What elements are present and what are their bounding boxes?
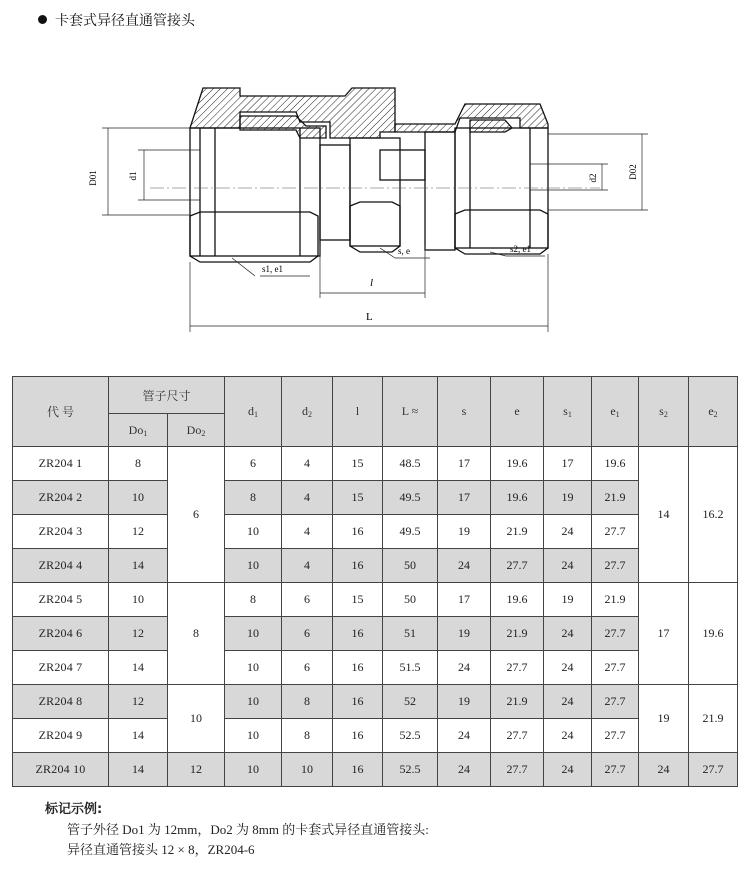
cell-do1: 8: [109, 447, 168, 481]
cell-L: 50: [383, 583, 438, 617]
cell-s1: 24: [544, 549, 592, 583]
cell-s1: 24: [544, 515, 592, 549]
cell-L: 49.5: [383, 515, 438, 549]
cell-do2: 12: [168, 753, 225, 787]
cell-d1: 10: [225, 617, 282, 651]
cell-d2: 6: [282, 651, 333, 685]
cell-L: 51.5: [383, 651, 438, 685]
label-do1: D01: [88, 170, 98, 186]
cell-do1: 14: [109, 719, 168, 753]
cell-e: 27.7: [491, 651, 544, 685]
table-row: [13, 549, 738, 583]
cell-e: 19.6: [491, 583, 544, 617]
table-row: [13, 617, 738, 651]
cell-do2-group: 6: [168, 447, 225, 583]
fitting-drawing: [0, 40, 750, 340]
cell-s1: 19: [544, 583, 592, 617]
cell-l: 16: [333, 651, 383, 685]
cell-e: 19.6: [491, 481, 544, 515]
col-L: L ≈: [383, 377, 438, 447]
cell-s1: 24: [544, 753, 592, 787]
cell-e1: 27.7: [592, 515, 639, 549]
spec-table: [12, 376, 738, 787]
cell-e1: 27.7: [592, 719, 639, 753]
cell-code: ZR204 4: [13, 549, 109, 583]
cell-e: 21.9: [491, 515, 544, 549]
cell-e1: 27.7: [592, 651, 639, 685]
cell-code: ZR204 10: [13, 753, 109, 787]
col-s: s: [438, 377, 491, 447]
cell-e: 19.6: [491, 447, 544, 481]
cell-d1: 10: [225, 753, 282, 787]
cell-L: 49.5: [383, 481, 438, 515]
cell-e: 27.7: [491, 719, 544, 753]
label-se: s, e: [398, 246, 410, 256]
cell-do1: 14: [109, 549, 168, 583]
cell-do1: 10: [109, 583, 168, 617]
cell-s: 17: [438, 583, 491, 617]
cell-l: 15: [333, 583, 383, 617]
cell-l: 15: [333, 481, 383, 515]
cell-L: 50: [383, 549, 438, 583]
cell-e: 21.9: [491, 617, 544, 651]
cell-d2: 8: [282, 719, 333, 753]
table-row: [13, 515, 738, 549]
cell-l: 16: [333, 719, 383, 753]
label-s2e1: s2, e1: [510, 244, 531, 254]
cell-s2-group: 19: [639, 685, 689, 753]
cell-d2: 10: [282, 753, 333, 787]
cell-e2-group: 19.6: [689, 583, 738, 685]
col-e2: $e_2$: [689, 377, 738, 447]
col-s1: $s_1$: [544, 377, 592, 447]
cell-L: 51: [383, 617, 438, 651]
page-heading: [38, 10, 195, 30]
col-s2: $s_2$: [639, 377, 689, 447]
cell-e1: 19.6: [592, 447, 639, 481]
cell-s: 17: [438, 447, 491, 481]
label-l: l: [370, 277, 374, 289]
cell-s: 24: [438, 651, 491, 685]
cell-s1: 24: [544, 651, 592, 685]
cell-s1: 24: [544, 719, 592, 753]
body-outline: [190, 128, 548, 256]
note-line-1: 管子外径 Do1 为 12mm，Do2 为 8mm 的卡套式异径直通管接头:: [67, 822, 429, 837]
cell-d1: 10: [225, 549, 282, 583]
dimensions: [102, 128, 648, 332]
cell-e1: 21.9: [592, 481, 639, 515]
section-upper: [190, 88, 548, 138]
cell-code: ZR204 1: [13, 447, 109, 481]
cell-s: 19: [438, 515, 491, 549]
cell-s1: 19: [544, 481, 592, 515]
cell-e1: 27.7: [592, 685, 639, 719]
cell-l: 16: [333, 753, 383, 787]
cell-e2: 27.7: [689, 753, 738, 787]
cell-s: 24: [438, 719, 491, 753]
col-pipe: 管子尺寸: [109, 377, 225, 414]
cell-code: ZR204 2: [13, 481, 109, 515]
cell-d1: 10: [225, 515, 282, 549]
cell-do1: 12: [109, 515, 168, 549]
cell-d1: 10: [225, 651, 282, 685]
cell-s: 17: [438, 481, 491, 515]
cell-l: 16: [333, 617, 383, 651]
cell-L: 52.5: [383, 753, 438, 787]
cell-do1: 10: [109, 481, 168, 515]
cell-d1: 10: [225, 685, 282, 719]
cell-d1: 10: [225, 719, 282, 753]
cell-s: 19: [438, 617, 491, 651]
cell-l: 16: [333, 685, 383, 719]
cell-do1: 12: [109, 617, 168, 651]
cell-d1: 6: [225, 447, 282, 481]
col-e: e: [491, 377, 544, 447]
cell-L: 52: [383, 685, 438, 719]
table-row: [13, 481, 738, 515]
cell-code: ZR204 9: [13, 719, 109, 753]
col-l: l: [333, 377, 383, 447]
cell-e1: 21.9: [592, 583, 639, 617]
label-L: L: [366, 311, 373, 323]
bullet-icon: [38, 15, 47, 24]
label-s1e1: s1, e1: [262, 264, 283, 274]
cell-l: 16: [333, 515, 383, 549]
table-row: [13, 719, 738, 753]
cell-e1: 27.7: [592, 753, 639, 787]
cell-do1: 12: [109, 685, 168, 719]
cell-d2: 4: [282, 481, 333, 515]
note-title: 标记示例:: [45, 802, 103, 817]
cell-e: 27.7: [491, 549, 544, 583]
cell-code: ZR204 8: [13, 685, 109, 719]
cell-s: 24: [438, 549, 491, 583]
cell-e: 27.7: [491, 753, 544, 787]
table-row: [13, 685, 738, 719]
table-row: [13, 447, 738, 481]
cell-d2: 4: [282, 447, 333, 481]
label-d1: d1: [128, 171, 138, 181]
header-row: [13, 377, 738, 414]
label-do2: D02: [628, 164, 638, 180]
cell-code: ZR204 7: [13, 651, 109, 685]
col-e1: $e_1$: [592, 377, 639, 447]
col-do2: $Do_2$: [168, 414, 225, 447]
cell-d2: 8: [282, 685, 333, 719]
cell-code: ZR204 6: [13, 617, 109, 651]
cell-s1: 24: [544, 685, 592, 719]
cell-s2: 24: [639, 753, 689, 787]
cell-d2: 6: [282, 617, 333, 651]
col-do1: $Do_1$: [109, 414, 168, 447]
cell-do2-group: 10: [168, 685, 225, 753]
cell-e1: 27.7: [592, 617, 639, 651]
marking-example: [45, 800, 429, 860]
cell-s2-group: 14: [639, 447, 689, 583]
cell-d1: 8: [225, 481, 282, 515]
note-line-2: 异径直通管接头 12 × 8，ZR204-6: [67, 842, 255, 857]
cell-s1: 17: [544, 447, 592, 481]
cell-code: ZR204 5: [13, 583, 109, 617]
label-d2: d2: [588, 173, 598, 183]
cell-s: 24: [438, 753, 491, 787]
cell-e1: 27.7: [592, 549, 639, 583]
table-row: [13, 583, 738, 617]
cell-e2-group: 16.2: [689, 447, 738, 583]
cell-d2: 4: [282, 515, 333, 549]
cell-d2: 4: [282, 549, 333, 583]
cell-e2-group: 21.9: [689, 685, 738, 753]
cell-l: 15: [333, 447, 383, 481]
cell-d2: 6: [282, 583, 333, 617]
cell-s2-group: 17: [639, 583, 689, 685]
cell-L: 48.5: [383, 447, 438, 481]
table-row: [13, 753, 738, 787]
cell-L: 52.5: [383, 719, 438, 753]
col-d1: $d_1$: [225, 377, 282, 447]
cell-d1: 8: [225, 583, 282, 617]
cell-do1: 14: [109, 651, 168, 685]
cell-do2-group: 8: [168, 583, 225, 685]
cell-code: ZR204 3: [13, 515, 109, 549]
cell-s1: 24: [544, 617, 592, 651]
col-code: 代 号: [13, 377, 109, 447]
heading-text: 卡套式异径直通管接头: [55, 13, 195, 29]
cell-do1: 14: [109, 753, 168, 787]
table-row: [13, 651, 738, 685]
col-d2: $d_2$: [282, 377, 333, 447]
cell-e: 21.9: [491, 685, 544, 719]
cell-s: 19: [438, 685, 491, 719]
cell-l: 16: [333, 549, 383, 583]
